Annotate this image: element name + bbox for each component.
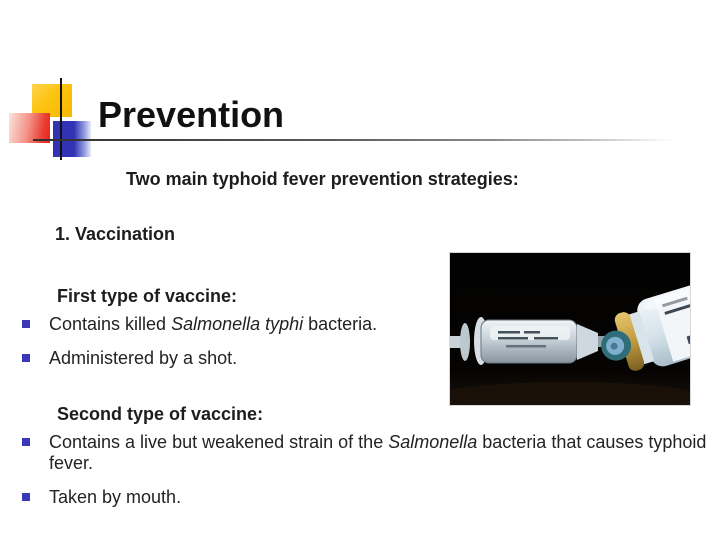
first-vaccine-heading: First type of vaccine: <box>57 286 238 306</box>
subtitle: Two main typhoid fever prevention strategies: <box>126 169 519 189</box>
list-item <box>22 432 712 474</box>
list-item <box>22 487 712 508</box>
bullet-text-pre: Contains a live but weakened strain of the <box>49 432 389 452</box>
logo-vertical-line <box>60 78 62 160</box>
bullet-text-italic: Salmonella <box>388 432 478 452</box>
bullet-text <box>49 314 377 335</box>
bullet-square-icon <box>22 354 30 362</box>
vaccine-photo <box>450 253 690 405</box>
second-vaccine-heading: Second type of vaccine: <box>57 404 264 424</box>
bullet-text-italic: Salmonella typhi <box>171 314 304 334</box>
syringe-vial-illustration <box>450 253 690 405</box>
bullet-text <box>49 348 237 369</box>
bullet-text <box>49 487 181 508</box>
bullet-square-icon <box>22 438 30 446</box>
title-underline <box>33 139 693 141</box>
bullet-text-post: bacteria that causes typhoid fever. <box>49 432 707 473</box>
bullet-text-pre: Taken by mouth. <box>49 487 182 507</box>
second-vaccine-bullet-list <box>22 432 712 521</box>
page-title: Prevention <box>98 94 285 135</box>
bullet-square-icon <box>22 493 30 501</box>
bullet-text-post: bacteria. <box>303 314 378 334</box>
bullet-square-icon <box>22 320 30 328</box>
vaccination-heading: 1. Vaccination <box>55 224 176 244</box>
bullet-text <box>49 432 712 474</box>
bullet-text-pre: Contains killed <box>49 314 172 334</box>
bullet-text-pre: Administered by a shot. <box>49 348 238 368</box>
